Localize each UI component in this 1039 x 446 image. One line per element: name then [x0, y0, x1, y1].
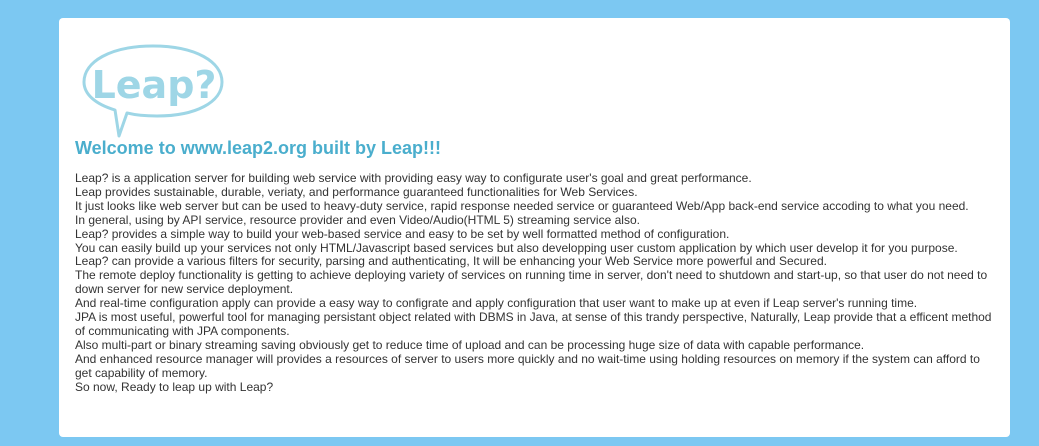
description-line: So now, Ready to leap up with Leap? [75, 379, 274, 394]
description-line: It just looks like web server but can be used to heavy-duty service, rapid response needed service or guaranteed Web/App back-end service accoding to what you need. [75, 198, 969, 213]
main-card [59, 18, 1010, 437]
logo-text: Leap? [91, 63, 217, 107]
description-line: In general, using by API service, resource provider and even Video/Audio(HTML 5) streaming service also. [75, 212, 640, 227]
description-line: Also multi-part or binary streaming saving obviously get to reduce time of upload and can be processing huge size of data with capable performance. [75, 337, 865, 352]
description-line: You can easily build up your services not only HTML/Javascript based services but also developping user custom application by which user develop it for you purpose. [75, 240, 958, 255]
description-block [75, 172, 995, 395]
description-line: JPA is most useful, powerful tool for managing persistant object related with DBMS in Java, at sense of this trandy perspective, Naturally, Leap provide that a efficent method of communicating with JPA components. [75, 310, 992, 338]
description-line: Leap? is a application server for building web service with providing easy way to configurate user's goal and great performance. [75, 171, 752, 185]
description-line: Leap provides sustainable, durable, veriaty, and performance guaranteed functionalities for Web Services. [75, 184, 638, 199]
description-line: And real-time configuration apply can provide a easy way to configrate and apply configuration that user want to make up at even if Leap server's running time. [75, 296, 918, 311]
description-line: The remote deploy functionality is getting to achieve deploying variety of services on running time in server, don't need to shutdown and start-up, so that user do not need to down server for new service deployment. [75, 268, 988, 297]
leap-logo [79, 40, 227, 140]
description-line: Leap? can provide a various filters for security, parsing and authenticating, It will be enhancing your Web Service more powerful and Secured. [75, 254, 827, 269]
description-line: And enhanced resource manager will provides a resources of server to users more quickly and no wait-time using holding resources on memory if the system can afford to get capability of memory. [75, 351, 980, 380]
speech-bubble-logo-icon [79, 40, 227, 140]
page-title: Welcome to www.leap2.org built by Leap!!! [75, 138, 442, 158]
description-line: Leap? provides a simple way to build your web-based service and easy to be set by well formatted method of configuration. [75, 226, 730, 241]
